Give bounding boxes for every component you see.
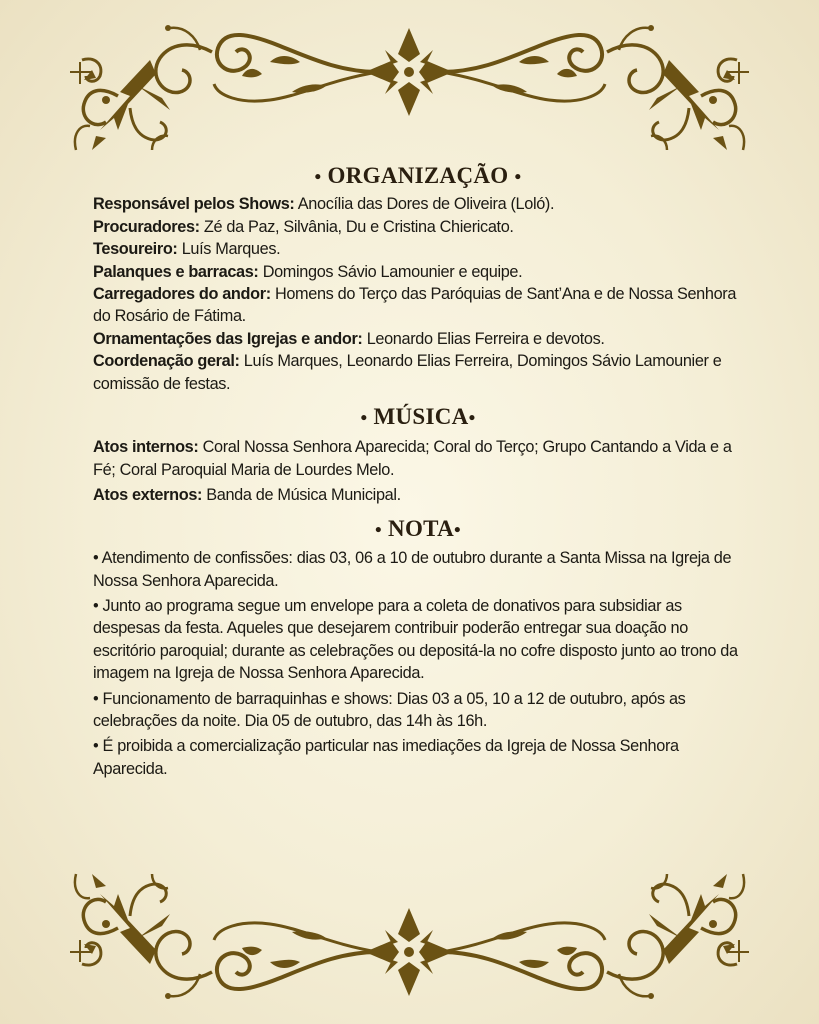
heading-text: ORGANIZAÇÃO [327, 163, 509, 188]
nota-item-barraquinhas: • Funcionamento de barraquinhas e shows: Dias 03 a 05, 10 a 12 de outubro, após as celebrações da noite. Dia 05 de outubro, das 14h às 16h. [93, 689, 686, 730]
org-item-carregadores: Carregadores do andor: Homens do Terço das Paróquias de Sant’Ana e de Nossa Senhora do Rosário de Fátima. [93, 285, 737, 326]
org-item-coordenacao: Coordenação geral: Luís Marques, Leonardo Elias Ferreira, Domingos Sávio Lamounier e comissão de festas. [93, 352, 722, 393]
nota-item-comercializacao: • É proibida a comercialização particular nas imediações da Igreja de Nossa Senhora Aparecida. [93, 737, 679, 778]
org-item-tesoureiro: Tesoureiro: Luís Marques. [93, 240, 281, 259]
org-item-ornamentacoes: Ornamentações das Igrejas e andor: Leonardo Elias Ferreira e devotos. [93, 329, 605, 348]
org-item-palanques: Palanques e barracas: Domingos Sávio Lamounier e equipe. [93, 262, 523, 281]
nota-item-envelope: • Junto ao programa segue um envelope para a coleta de donativos para subsidiar as despesas da festa. Aqueles que desejarem contribuir poderão entregar sua doação no escritório paroquial; durante as celebrações ou depositá-la no cofre disposto junto ao trono da imagem na Igreja de Nossa Senhora Aparecida. [93, 596, 738, 683]
org-item-procuradores: Procuradores: Zé da Paz, Silvânia, Du e Cristina Chiericato. [93, 217, 514, 236]
bottom-ornament-icon [0, 854, 819, 1024]
musica-item-internos: Atos internos: Coral Nossa Senhora Aparecida; Coral do Terço; Grupo Cantando a Vida e a Fé; Coral Paroquial Maria de Lourdes Melo. [93, 438, 732, 479]
nota-item-confissoes: • Atendimento de confissões: dias 03, 06 a 10 de outubro durante a Santa Missa na Igreja de Nossa Senhora Aparecida. [93, 549, 732, 590]
section-heading-musica: • MÚSICA• [360, 404, 476, 430]
heading-text: NOTA [388, 515, 454, 541]
heading-text: MÚSICA [373, 404, 469, 430]
org-item-shows: Responsável pelos Shows: Anocília das Dores de Oliveira (Loló). [93, 195, 555, 214]
section-heading-organizacao: • ORGANIZAÇÃO • [314, 163, 522, 188]
flyer-content [93, 165, 743, 780]
section-heading-nota: • NOTA• [375, 515, 461, 541]
top-ornament-icon [0, 0, 819, 170]
musica-item-externos: Atos externos: Banda de Música Municipal. [93, 486, 401, 505]
